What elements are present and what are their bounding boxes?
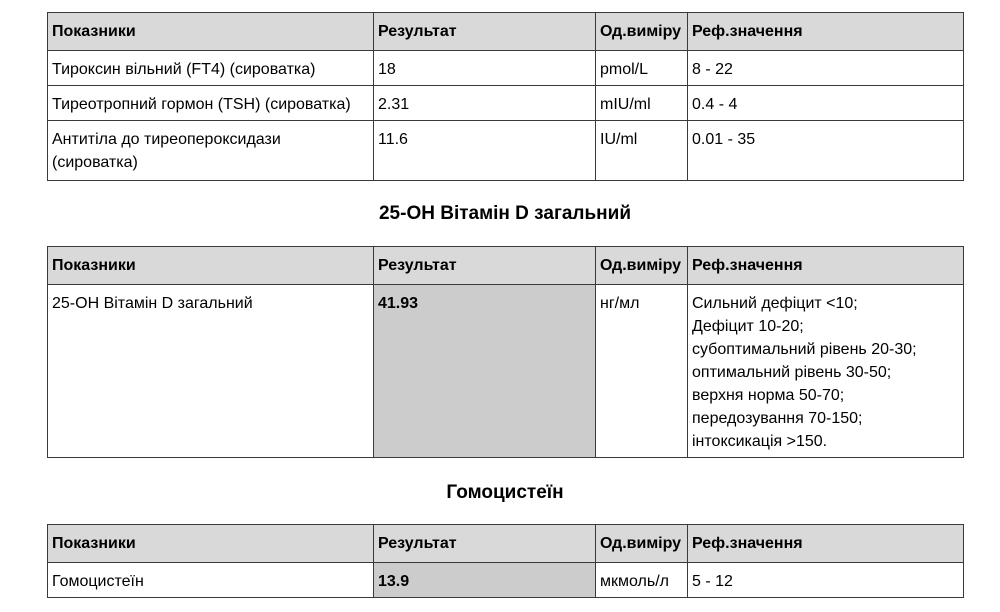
reference-line: інтоксикація >150. bbox=[692, 433, 828, 450]
table-header-row bbox=[48, 525, 964, 563]
header-result: Результат bbox=[374, 525, 596, 563]
reference-line: оптимальний рівень 30-50; bbox=[692, 364, 892, 381]
header-indicator: Показники bbox=[48, 525, 374, 563]
result-cell: 18 bbox=[374, 51, 596, 86]
table-row bbox=[48, 51, 964, 86]
vitamin-d-table bbox=[47, 246, 964, 458]
header-indicator: Показники bbox=[48, 247, 374, 285]
result-cell: 2.31 bbox=[374, 86, 596, 121]
table-header-row bbox=[48, 13, 964, 51]
reference-cell: 8 - 22 bbox=[688, 51, 964, 86]
homocysteine-section-title: Гомоцистеїн bbox=[446, 482, 564, 503]
table-row bbox=[48, 121, 964, 181]
unit-cell: mIU/ml bbox=[596, 86, 688, 121]
header-reference: Реф.значення bbox=[688, 525, 964, 563]
reference-cell: 5 - 12 bbox=[688, 563, 964, 598]
thyroid-table bbox=[47, 12, 964, 181]
unit-cell: нг/мл bbox=[596, 285, 688, 458]
header-result: Результат bbox=[374, 13, 596, 51]
indicator-cell: Тиреотропний гормон (TSH) (сироватка) bbox=[48, 86, 374, 121]
header-unit: Од.виміру bbox=[596, 247, 688, 285]
indicator-cell: Гомоцистеїн bbox=[48, 563, 374, 598]
indicator-cell: Тироксин вільний (FT4) (сироватка) bbox=[48, 51, 374, 86]
reference-line: Дефіцит 10-20; bbox=[692, 318, 804, 335]
reference-line: Сильний дефіцит <10; bbox=[692, 295, 858, 312]
result-cell: 11.6 bbox=[374, 121, 596, 181]
table-header-row bbox=[48, 247, 964, 285]
header-reference: Реф.значення bbox=[688, 13, 964, 51]
reference-cell: 0.4 - 4 bbox=[688, 86, 964, 121]
reference-cell bbox=[688, 285, 964, 458]
reference-line: передозування 70-150; bbox=[692, 410, 863, 427]
result-cell-highlighted: 13.9 bbox=[374, 563, 596, 598]
table-row bbox=[48, 563, 964, 598]
header-indicator: Показники bbox=[48, 13, 374, 51]
unit-cell: мкмоль/л bbox=[596, 563, 688, 598]
vitamin-d-section-title: 25-ОН Вітамін D загальний bbox=[378, 203, 632, 224]
header-result: Результат bbox=[374, 247, 596, 285]
header-reference: Реф.значення bbox=[688, 247, 964, 285]
reference-line: субоптимальний рівень 20-30; bbox=[692, 341, 917, 358]
reference-cell: 0.01 - 35 bbox=[688, 121, 964, 181]
homocysteine-table bbox=[47, 524, 964, 598]
indicator-cell: 25-ОН Вітамін D загальний bbox=[48, 285, 374, 458]
unit-cell: pmol/L bbox=[596, 51, 688, 86]
result-cell-highlighted: 41.93 bbox=[374, 285, 596, 458]
indicator-cell: Антитіла до тиреопероксидази (сироватка) bbox=[48, 121, 374, 181]
table-row bbox=[48, 285, 964, 458]
table-row bbox=[48, 86, 964, 121]
header-unit: Од.виміру bbox=[596, 525, 688, 563]
reference-line: верхня норма 50-70; bbox=[692, 387, 845, 404]
header-unit: Од.виміру bbox=[596, 13, 688, 51]
unit-cell: IU/ml bbox=[596, 121, 688, 181]
